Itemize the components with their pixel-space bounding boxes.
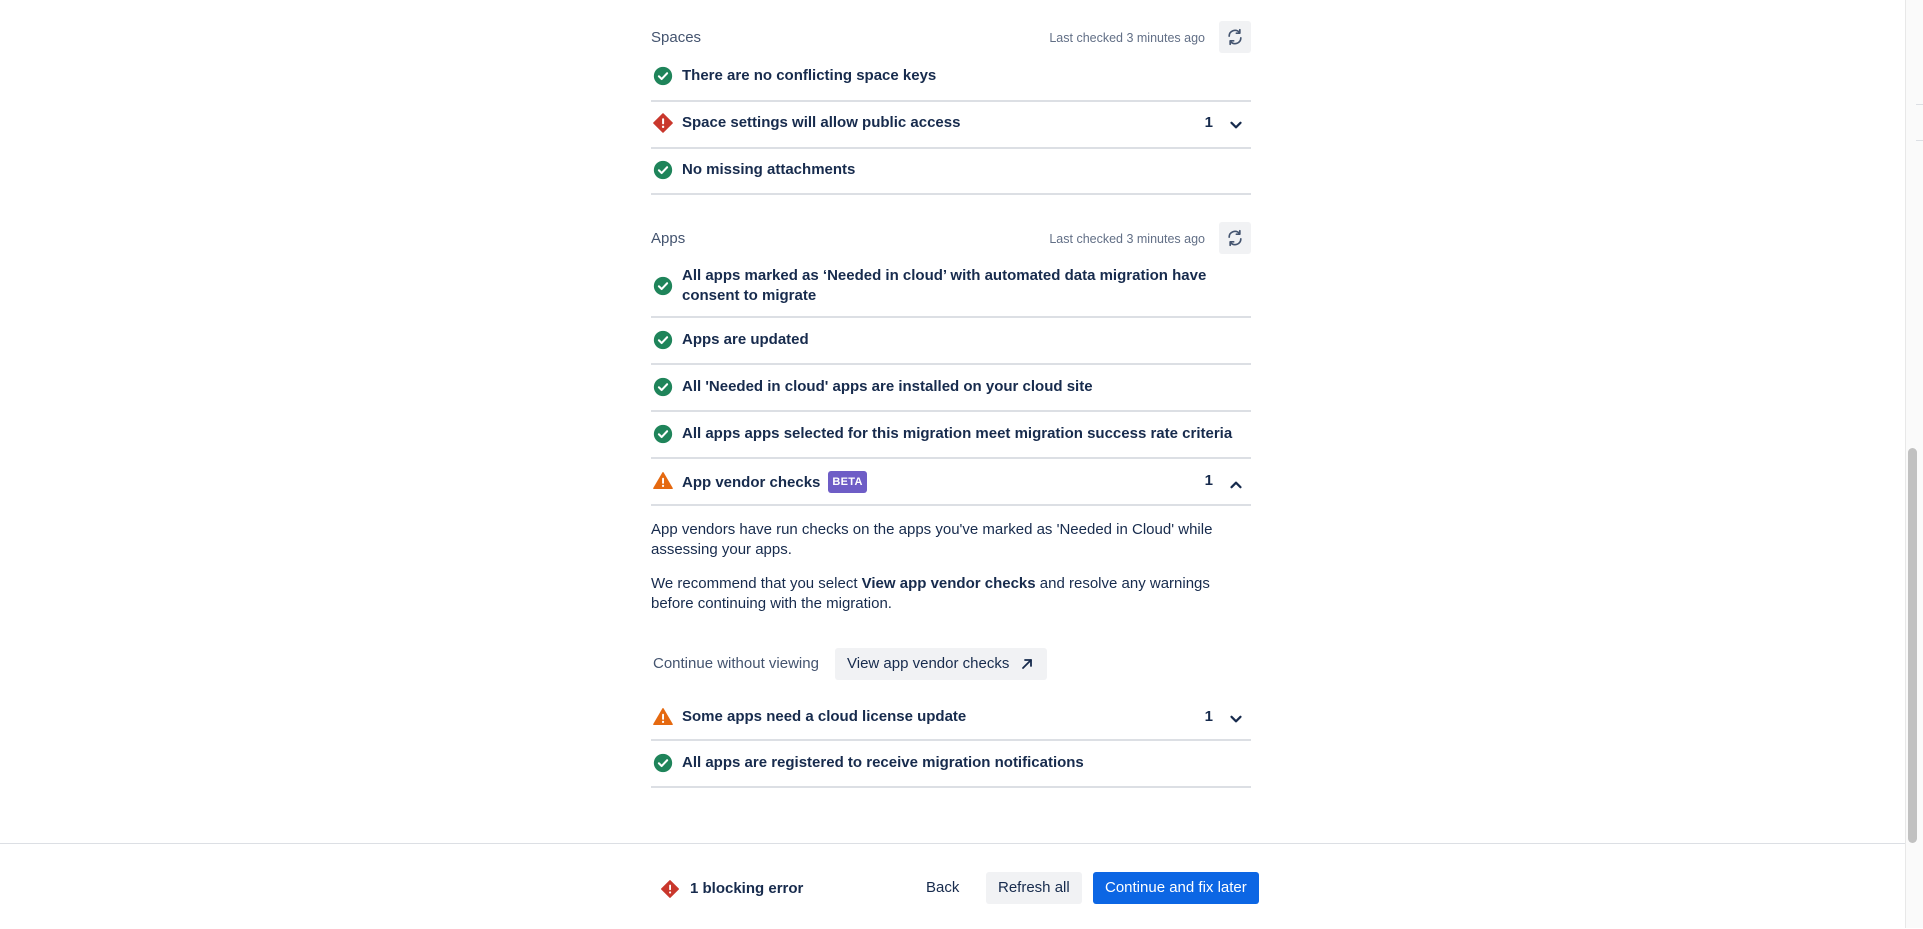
view-vendor-checks-label: View app vendor checks: [847, 655, 1010, 672]
error-diamond-icon: [652, 112, 674, 134]
warning-triangle-icon: [652, 706, 674, 728]
check-label: All apps marked as ‘Needed in cloud’ with automated data migration have consent to migrate: [682, 267, 1207, 304]
check-label: All apps apps selected for this migration meet migration success rate criteria: [682, 425, 1233, 442]
refresh-all-button[interactable]: Refresh all: [986, 872, 1082, 904]
chevron-down-icon[interactable]: [1229, 712, 1243, 726]
check-row-vendor-checks[interactable]: [651, 459, 1251, 506]
check-circle-icon: [652, 329, 674, 351]
check-label: All 'Needed in cloud' apps are installed on your cloud site: [682, 378, 1093, 395]
check-row-notifications: [651, 741, 1251, 788]
recommendation-suffix: and resolve any warnings before continuing with the migration.: [651, 575, 1210, 612]
spaces-section-header: [651, 19, 1251, 59]
check-label: No missing attachments: [682, 161, 856, 178]
chevron-down-icon[interactable]: [1229, 118, 1243, 132]
check-circle-icon: [652, 423, 674, 445]
back-button[interactable]: Back: [926, 879, 960, 896]
check-row-public-access[interactable]: [651, 102, 1251, 149]
error-diamond-icon: [660, 879, 680, 899]
check-row-apps-installed: [651, 365, 1251, 412]
recommendation-prefix: We recommend that you select: [651, 575, 862, 592]
external-link-icon: [1019, 656, 1035, 672]
apps-refresh-button[interactable]: [1219, 222, 1251, 254]
vendor-panel-description: App vendors have run checks on the apps you've marked as 'Needed in Cloud' while assessing your apps.: [651, 521, 1213, 558]
continue-without-viewing-button[interactable]: Continue without viewing: [653, 655, 819, 672]
check-circle-icon: [652, 275, 674, 297]
beta-badge: BETA: [828, 471, 866, 493]
edge-divider: [1916, 104, 1923, 105]
spaces-refresh-button[interactable]: [1219, 21, 1251, 53]
check-label: All apps are registered to receive migration notifications: [682, 754, 1084, 771]
check-label: There are no conflicting space keys: [682, 67, 937, 84]
check-circle-icon: [652, 376, 674, 398]
blocking-error-count: 1 blocking error: [690, 880, 804, 897]
warning-triangle-icon: [652, 470, 674, 492]
issue-count: 1: [1204, 708, 1213, 725]
check-circle-icon: [652, 752, 674, 774]
apps-section-header: [651, 220, 1251, 260]
check-circle-icon: [652, 159, 674, 181]
check-row-cloud-license[interactable]: [651, 694, 1251, 741]
check-label: Some apps need a cloud license update: [682, 708, 967, 725]
check-label: Apps are updated: [682, 331, 809, 348]
check-label: App vendor checks: [682, 474, 821, 491]
spaces-last-checked: Last checked 3 minutes ago: [1049, 31, 1205, 45]
refresh-icon: [1225, 27, 1245, 47]
issue-count: 1: [1204, 472, 1213, 489]
check-label-wrap: [682, 471, 1251, 493]
spaces-section-title: Spaces: [651, 29, 702, 46]
continue-and-fix-later-button[interactable]: Continue and fix later: [1093, 872, 1259, 904]
apps-section-title: Apps: [651, 230, 686, 247]
issue-count: 1: [1204, 114, 1213, 131]
chevron-up-icon[interactable]: [1229, 478, 1243, 492]
check-row-consent: [651, 258, 1251, 318]
check-circle-icon: [652, 65, 674, 87]
scrollbar-thumb[interactable]: [1908, 448, 1917, 843]
refresh-icon: [1225, 228, 1245, 248]
check-row-space-keys: [651, 56, 1251, 102]
check-label: Space settings will allow public access: [682, 114, 961, 131]
footer-bar: [0, 843, 1905, 929]
view-app-vendor-checks-button[interactable]: [835, 648, 1047, 680]
vendor-panel-recommendation: [651, 574, 1251, 614]
check-row-attachments: [651, 149, 1251, 195]
edge-divider: [1916, 140, 1923, 141]
recommendation-emphasis: View app vendor checks: [861, 575, 1036, 592]
check-row-success-rate: [651, 412, 1251, 459]
check-row-apps-updated: [651, 318, 1251, 365]
apps-last-checked: Last checked 3 minutes ago: [1049, 232, 1205, 246]
